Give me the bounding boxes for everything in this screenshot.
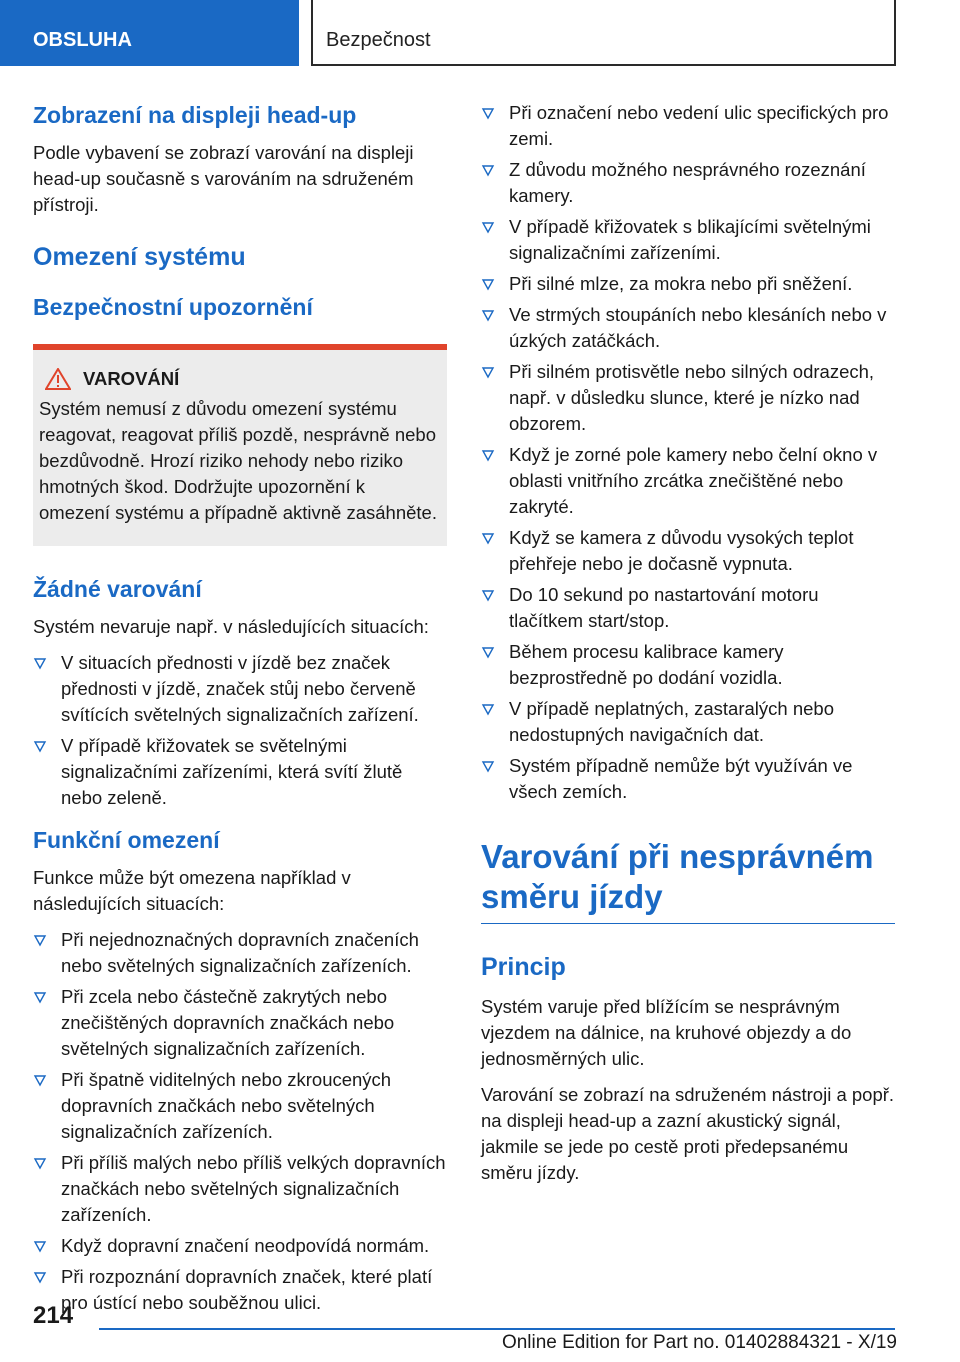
bullet-triangle-icon xyxy=(33,1235,47,1257)
heading-functional-limits: Funkční omezení xyxy=(33,827,220,853)
list-item-text: Když dopravní značení neodpovídá normám. xyxy=(61,1235,430,1256)
heading-wrong-way: Varování při nesprávném směru jízdy xyxy=(481,837,895,924)
bullet-triangle-icon xyxy=(481,273,495,295)
list-item xyxy=(481,582,895,634)
list-item xyxy=(33,984,447,1062)
list-item-text: Když se kamera z důvodu vysokých teplot přehřeje nebo je dočasně vypnuta. xyxy=(509,527,854,574)
list-item xyxy=(481,271,895,297)
chapter-label: Bezpečnost xyxy=(326,29,431,51)
list-item-text: Z důvodu možného nesprávného rozeznání kamery. xyxy=(509,159,866,206)
list-item-text: Při zcela nebo částečně zakrytých nebo znečištěných dopravních značkách nebo světelných signalizačních zařízeních. xyxy=(61,986,395,1059)
list-item-text: V případě křižovatek se světelnými signalizačními zařízeními, která svítí žlutě nebo zeleně. xyxy=(61,735,403,808)
warning-title: VAROVÁNÍ xyxy=(83,368,180,389)
right-column xyxy=(481,100,895,1196)
paragraph-principle-1: Systém varuje před blížícím se nesprávným vjezdem na dálnice, na kruhové objezdy a do jednosměrných ulic. xyxy=(481,996,852,1069)
list-item-text: Během procesu kalibrace kamery bezprostředně po dodání vozidla. xyxy=(509,641,784,688)
bullet-triangle-icon xyxy=(481,641,495,663)
bullet-triangle-icon xyxy=(481,444,495,466)
list-item-text: Při označení nebo vedení ulic specifických pro zemi. xyxy=(509,102,889,149)
list-item xyxy=(481,753,895,805)
list-item-text: Při rozpoznání dopravních značek, které platí pro ústící nebo souběžnou ulici. xyxy=(61,1266,433,1313)
list-item xyxy=(33,1233,447,1259)
bullet-triangle-icon xyxy=(481,159,495,181)
list-item xyxy=(481,639,895,691)
bullet-triangle-icon xyxy=(33,1069,47,1091)
list-item-text: Do 10 sekund po nastartování motoru tlačítkem start/stop. xyxy=(509,584,819,631)
functional-limits-list xyxy=(33,927,447,1316)
bullet-triangle-icon xyxy=(33,986,47,1008)
list-item xyxy=(481,525,895,577)
heading-system-limits: Omezení systému xyxy=(33,243,246,271)
bullet-triangle-icon xyxy=(33,652,47,674)
list-item-text: Při silné mlze, za mokra nebo při sněžení. xyxy=(509,273,853,294)
list-item xyxy=(33,1264,447,1316)
list-item-text: V případě křižovatek s blikajícími světelnými signalizačními zařízeními. xyxy=(509,216,871,263)
section-tab xyxy=(0,0,299,66)
list-item-text: Když je zorné pole kamery nebo čelní okno v oblasti vnitřního zrcátka znečištěné nebo zakryté. xyxy=(509,444,878,517)
list-item xyxy=(33,650,447,728)
heading-no-warning: Žádné varování xyxy=(33,576,202,602)
paragraph-principle-2: Varování se zobrazí na sdruženém nástroji a popř. na displeji head-up a zazní akustický signál, jakmile se jede po cestě proti předepsanému směru jízdy. xyxy=(481,1084,895,1183)
warning-triangle-icon xyxy=(45,368,71,390)
bullet-triangle-icon xyxy=(481,755,495,777)
bullet-triangle-icon xyxy=(481,361,495,383)
heading-head-up: Zobrazení na displeji head-up xyxy=(33,102,357,128)
page-number: 214 xyxy=(33,1302,74,1329)
paragraph-head-up: Podle vybavení se zobrazí varování na displeji head-up současně s varováním na sdruženém přístroji. xyxy=(33,142,414,215)
list-item xyxy=(33,1067,447,1145)
warning-header xyxy=(45,368,441,390)
list-item-text: Systém případně nemůže být využíván ve všech zemích. xyxy=(509,755,853,802)
left-column xyxy=(33,100,447,1330)
list-item xyxy=(481,100,895,152)
list-item xyxy=(481,157,895,209)
warning-box xyxy=(33,344,447,546)
list-item-text: Ve strmých stoupáních nebo klesáních nebo v úzkých zatáčkách. xyxy=(509,304,887,351)
paragraph-functional-limits: Funkce může být omezena například v následujících situacích: xyxy=(33,867,351,914)
bullet-triangle-icon xyxy=(33,1266,47,1288)
functional-limits-list-continued xyxy=(481,100,895,805)
warning-text: Systém nemusí z důvodu omezení systému reagovat, reagovat příliš pozdě, nesprávně nebo bezdůvodně. Hrozí riziko nehody nebo riziko hmotných škod. Dodržujte upozornění k omezení systému a případně aktivně zasáhněte. xyxy=(39,398,437,523)
bullet-triangle-icon xyxy=(481,102,495,124)
heading-principle: Princip xyxy=(481,953,566,981)
list-item-text: Při špatně viditelných nebo zkroucených dopravních značkách nebo světelných signalizačních zařízeních. xyxy=(61,1069,392,1142)
list-item xyxy=(33,927,447,979)
list-item-text: V situacích přednosti v jízdě bez značek přednosti v jízdě, značek stůj nebo červeně svítících světelných signalizačních zařízení. xyxy=(61,652,419,725)
bullet-triangle-icon xyxy=(33,929,47,951)
list-item xyxy=(481,359,895,437)
list-item xyxy=(481,696,895,748)
heading-safety-notes: Bezpečnostní upozornění xyxy=(33,294,313,320)
list-item-text: Při silném protisvětle nebo silných odrazech, např. v důsledku slunce, které je nízko nad obzorem. xyxy=(509,361,875,434)
chapter-tab xyxy=(311,0,896,66)
list-item xyxy=(481,214,895,266)
bullet-triangle-icon xyxy=(481,216,495,238)
list-item xyxy=(33,1150,447,1228)
list-item xyxy=(481,302,895,354)
list-item-text: Při příliš malých nebo příliš velkých dopravních značkách nebo světelných signalizačních zařízeních. xyxy=(61,1152,446,1225)
list-item-text: V případě neplatných, zastaralých nebo nedostupných navigačních dat. xyxy=(509,698,834,745)
paragraph-no-warning: Systém nevaruje např. v následujících situacích: xyxy=(33,616,429,637)
bullet-triangle-icon xyxy=(481,584,495,606)
list-item-text: Při nejednoznačných dopravních značeních nebo světelných signalizačních zařízeních. xyxy=(61,929,419,976)
footer-divider xyxy=(99,1328,895,1330)
no-warning-list xyxy=(33,650,447,811)
bullet-triangle-icon xyxy=(33,735,47,757)
footer-edition: Online Edition for Part no. 01402884321 - X/19 xyxy=(501,1332,897,1353)
section-label: OBSLUHA xyxy=(33,29,132,51)
bullet-triangle-icon xyxy=(481,304,495,326)
bullet-triangle-icon xyxy=(481,698,495,720)
list-item xyxy=(481,442,895,520)
list-item xyxy=(33,733,447,811)
bullet-triangle-icon xyxy=(481,527,495,549)
bullet-triangle-icon xyxy=(33,1152,47,1174)
